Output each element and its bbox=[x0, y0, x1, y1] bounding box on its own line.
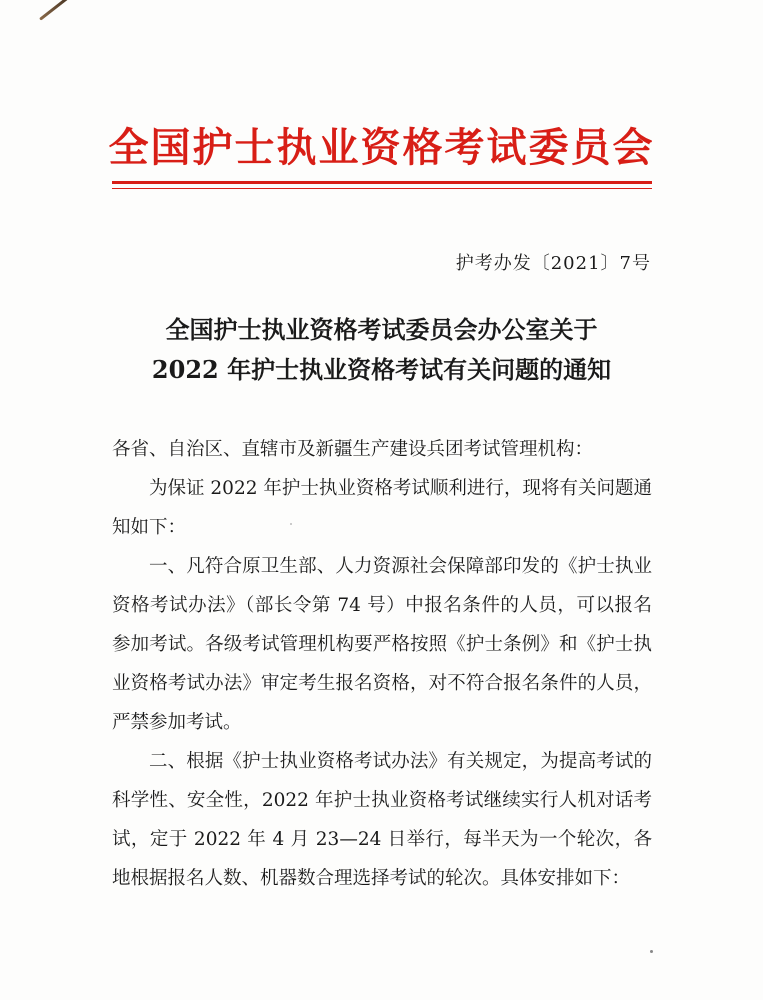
paper-speck bbox=[650, 950, 653, 953]
document-number: 护考办发〔2021〕7号 bbox=[455, 253, 651, 274]
paragraph-section-2: 二、根据《护士执业资格考试办法》有关规定，为提高考试的科学性、安全性，2022 年护士执业资格考试继续实行人机对话考试，定于 2022 年 4 月 23—24 日举行，每半天为一个轮次，各地根据报名人数、机器数合理选择考试的轮次。具体安排如下： bbox=[112, 751, 652, 889]
document-title-line-2: 2022 年护士执业资格考试有关问题的通知 bbox=[151, 355, 612, 384]
document-title-line-1: 全国护士执业资格考试委员会办公室关于 bbox=[165, 315, 598, 344]
paper-speck bbox=[290, 523, 292, 525]
organization-header: 全国护士执业资格考试委员会 bbox=[108, 125, 655, 171]
document-title bbox=[0, 310, 763, 390]
salutation: 各省、自治区、直辖市及新疆生产建设兵团考试管理机构： bbox=[112, 439, 594, 460]
paragraph-section-1: 一、凡符合原卫生部、人力资源社会保障部印发的《护士执业资格考试办法》（部长令第 74 号）中报名条件的人员，可以报名参加考试。各级考试管理机构要严格按照《护士条例》和《护士执业资格考试办法》审定考生报名资格，对不符合报名条件的人员，严禁参加考试。 bbox=[112, 556, 652, 733]
pen-mark bbox=[39, 0, 76, 21]
document-body bbox=[112, 430, 652, 898]
header-red-rule-thick bbox=[112, 181, 652, 184]
header-red-rule-thin bbox=[112, 188, 652, 189]
paragraph-intro: 为保证 2022 年护士执业资格考试顺利进行，现将有关问题通知如下： bbox=[112, 478, 652, 538]
